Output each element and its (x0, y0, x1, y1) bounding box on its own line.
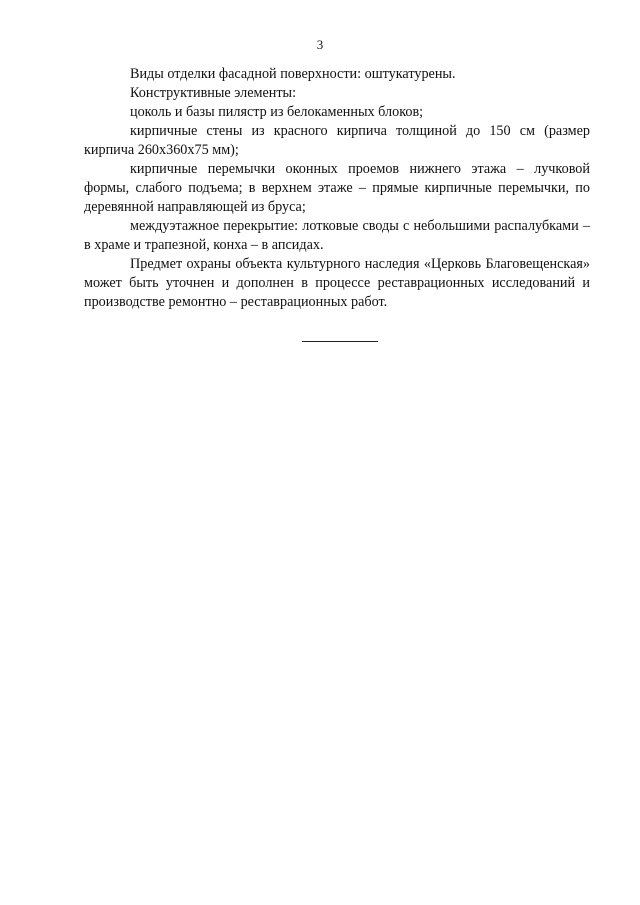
paragraph-lintels: кирпичные перемычки оконных проемов нижнего этажа – лучковой формы, слабого подъема; в верхнем этаже – прямые кирпичные перемычки, по деревянной направляющей из бруса; (84, 161, 590, 215)
end-separator-line (302, 341, 378, 342)
paragraph-plinth: цоколь и базы пилястр из белокаменных блоков; (130, 104, 424, 120)
paragraph-floor-slab: междуэтажное перекрытие: лотковые своды с небольшими распалубками – в храме и трапезной, конха – в апсидах. (84, 218, 590, 253)
paragraph-structural-elements: Конструктивные элементы: (130, 85, 297, 101)
paragraph-facade-finish: Виды отделки фасадной поверхности: оштукатурены. (130, 66, 456, 82)
paragraph-protection-subject: Предмет охраны объекта культурного наследия «Церковь Благовещенская» может быть уточнен и дополнен в процессе реставрационных исследований и производстве ремонтно – реставрационных работ. (84, 256, 590, 310)
paragraph-brick-walls: кирпичные стены из красного кирпича толщиной до 150 см (размер кирпича 260х360х75 мм); (84, 123, 590, 158)
body-text (84, 65, 590, 312)
page-number: 3 (316, 37, 324, 52)
